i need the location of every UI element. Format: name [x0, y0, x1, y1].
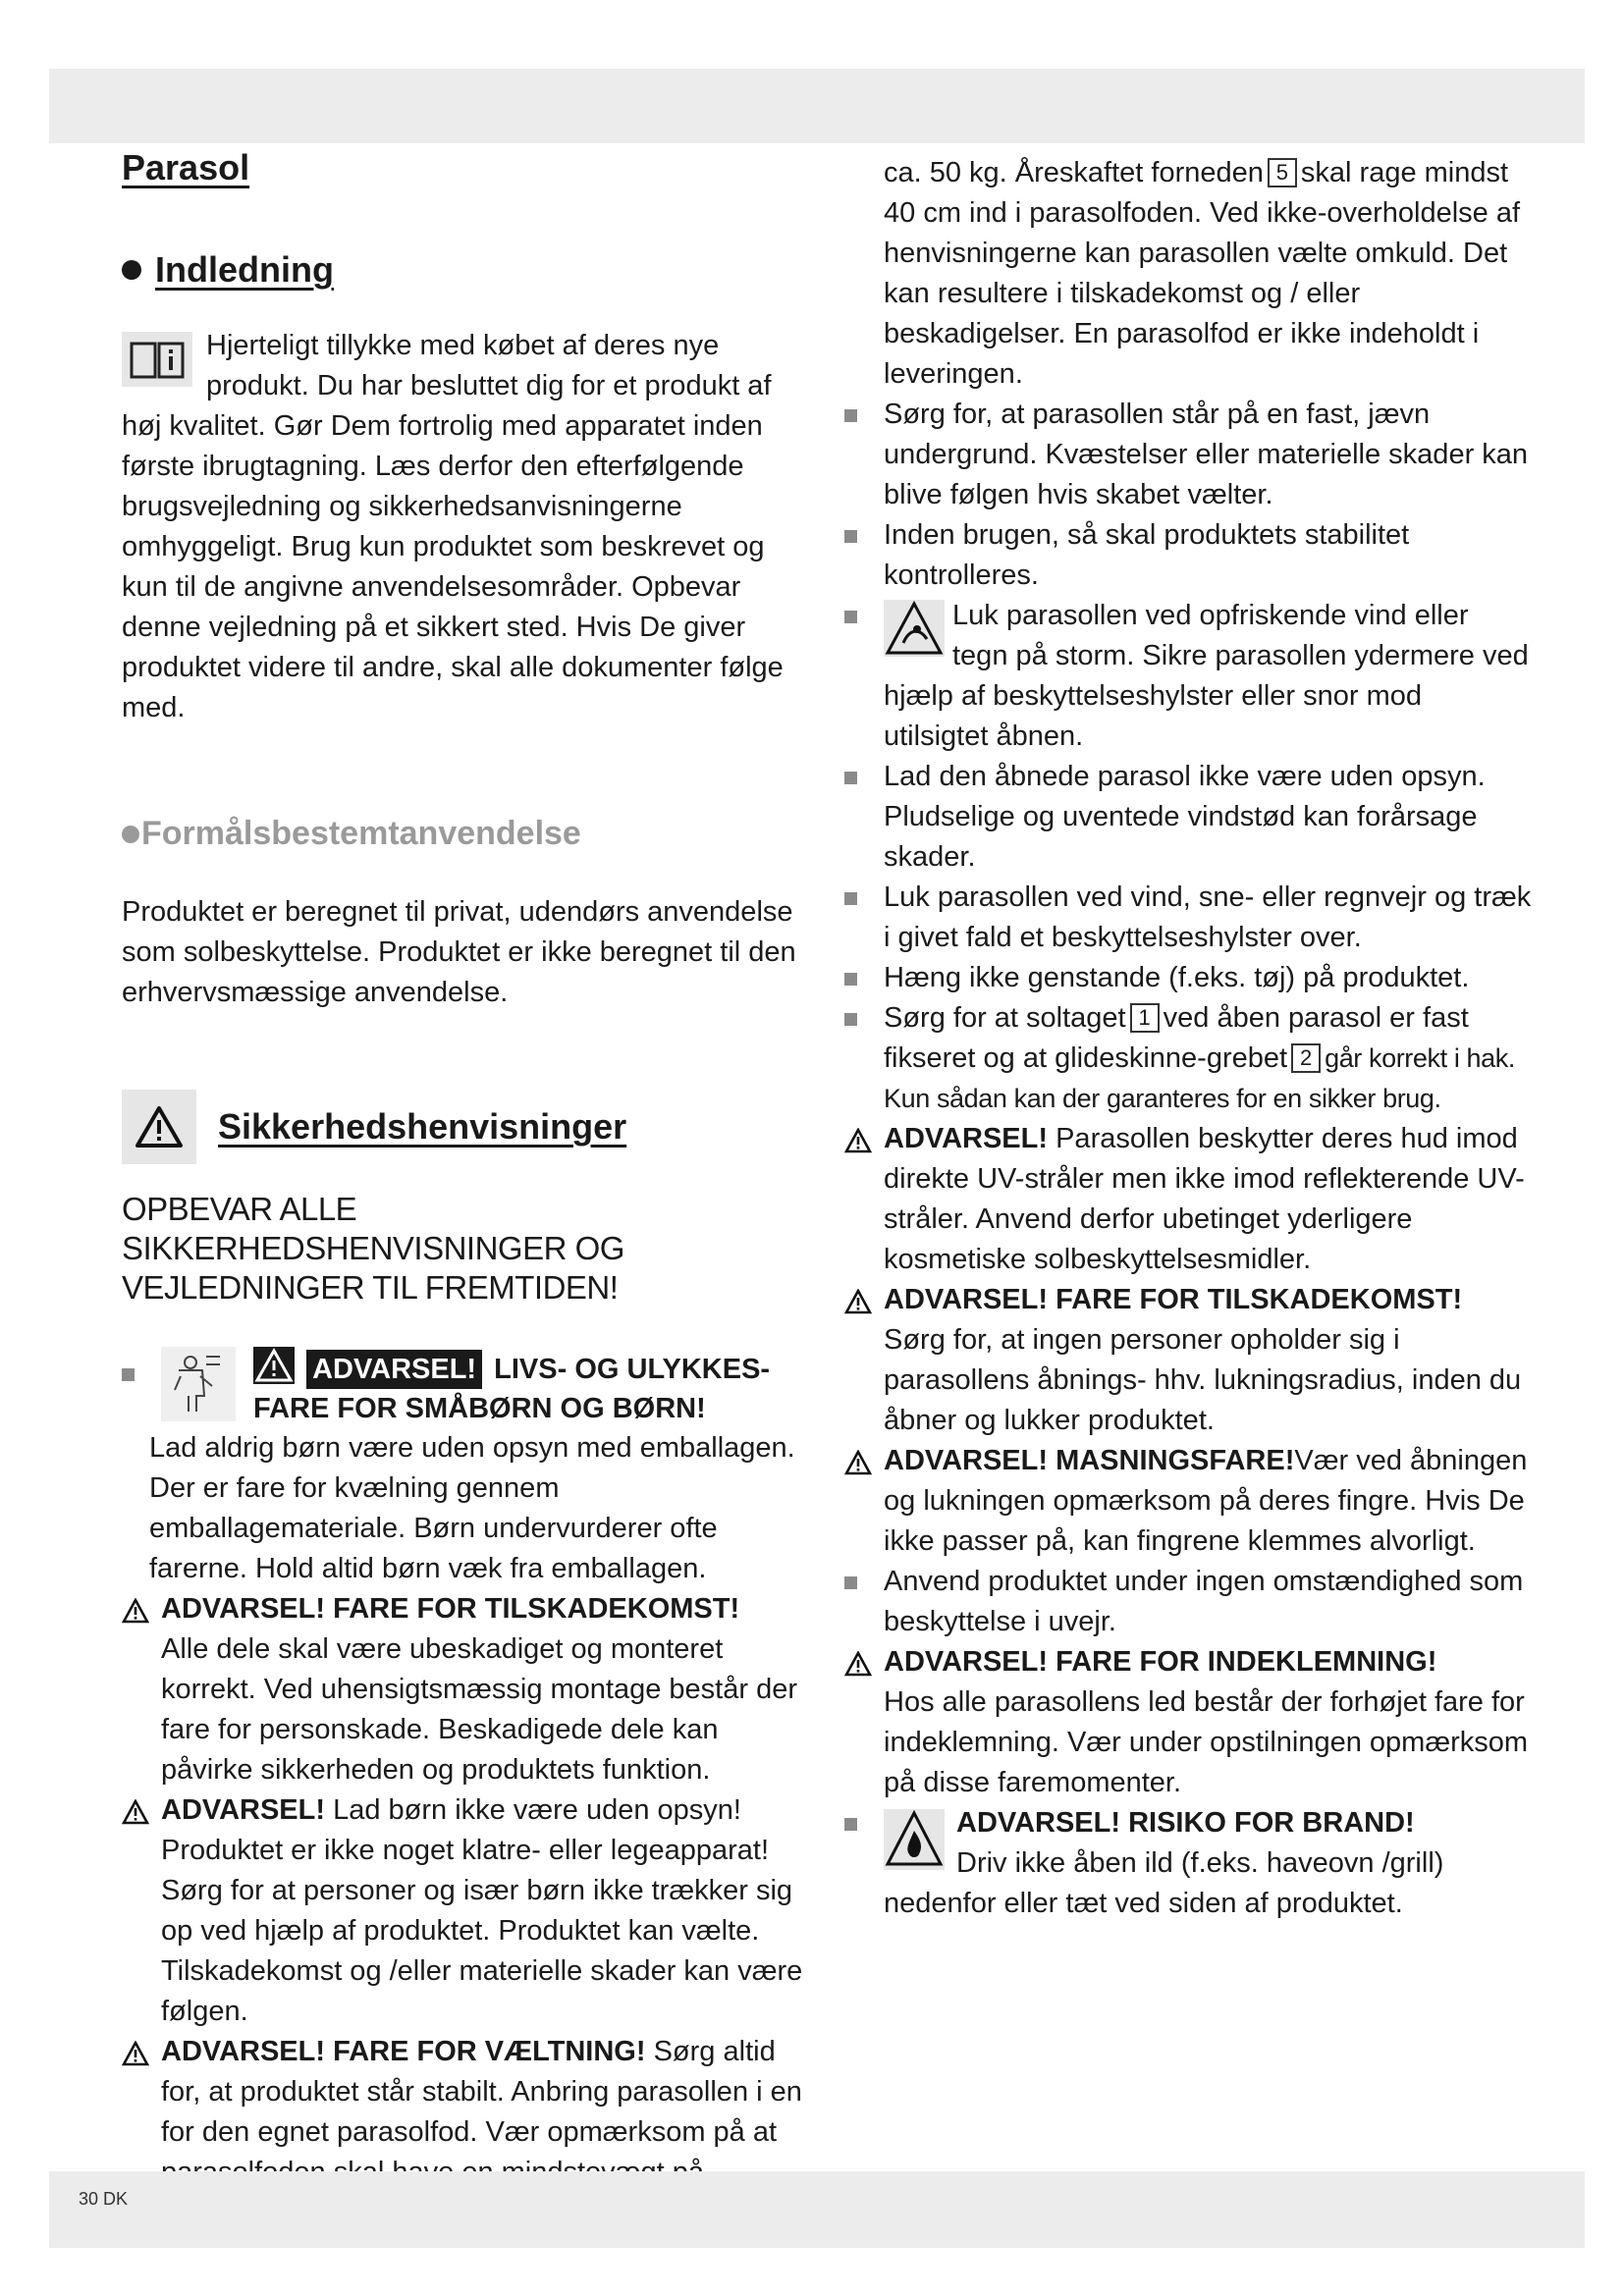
purpose-heading [122, 815, 809, 853]
bullet-no-hanging-text: Hæng ikke genstande (f.eks. tøj) på produktet. [884, 962, 1470, 993]
warning-triangle-icon [122, 1090, 196, 1164]
warning-children [122, 1790, 809, 2032]
warning-uv-text: Parasollen beskytter deres hud imod direkte UV-stråler men ikke imod reflekterende UV-stråler. Anvend derfor ubetinget yderligere kosmetiske solbeskyttelsesmidler. [884, 1123, 1525, 1275]
part-number-5: 5 [1268, 158, 1297, 187]
warning-badge: ADVARSEL! [306, 1350, 482, 1389]
bullet-unattended [844, 757, 1532, 878]
left-column [122, 147, 809, 2193]
bullet-check-stability [844, 515, 1532, 596]
bullet-unattended-text: Lad den åbnede parasol ikke være uden opsyn. Pludselige og uventede vindstød kan forårsage skader. [884, 761, 1486, 873]
bullet-square-icon [844, 892, 857, 905]
warning-radius [844, 1280, 1532, 1441]
warning-triangle-icon [844, 1447, 872, 1487]
purpose-heading-text: Formålsbestemtanvendelse [141, 815, 581, 852]
child-warning-text: Lad aldrig børn være uden opsyn med emballagen. Der er fare for kvælning gennem emballagemateriale. Børn undervurderer ofte farerne. Hold altid børn væk fra emballagen. [149, 1432, 795, 1584]
bullet-weather-text: Luk parasollen ved vind, sne- eller regnvejr og træk i givet fald et beskyttelseshylster over. [884, 881, 1532, 953]
intro-heading [122, 249, 809, 291]
safety-heading-text: Sikkerhedshenvisninger [218, 1106, 627, 1147]
warning-tipping [122, 2032, 809, 2193]
bullet-square-icon [844, 1013, 857, 1026]
bullet-fixation-text-c: går korrekt i hak. Kun sådan kan der garanteres for en sikker brug. [884, 1043, 1515, 1113]
bullet-fixation-text-a: Sørg for at soltaget [884, 1002, 1126, 1034]
bullet-dot-icon [122, 260, 141, 280]
warning-triangle-icon [122, 1595, 149, 1635]
safety-heading [122, 1090, 809, 1164]
warning-entrapment-text: Hos alle parasollens led består der forhøjet fare for indeklemning. Vær under opstilningen opmærksom på disse faremomenter. [884, 1686, 1529, 1798]
warning-tipping-text: Sørg altid for, at produktet står stabilt. Anbring parasollen i en for den egnet parasolfod. Vær opmærksom på at [161, 2036, 802, 2148]
bullet-storm-protection [844, 1562, 1532, 1642]
page-number-value: 30 [79, 2189, 99, 2209]
warning-radius-text: Sørg for, at ingen personer opholder sig i parasollens åbnings- hhv. lukningsradius, inden du åbner og lukker produktet. [884, 1324, 1522, 1436]
warning-triangle-icon [844, 1648, 872, 1688]
warning-triangle-icon [253, 1347, 295, 1384]
continued-text-a: ca. 50 kg. Åreskaftet forneden [884, 157, 1264, 188]
warning-uv [844, 1119, 1532, 1280]
purpose-text: Produktet er beregnet til privat, udendørs anvendelse som solbeskyttelse. Produktet er ikke beregnet til den erhvervsmæssige anvendelse. [122, 896, 796, 1008]
bullet-dot-icon [122, 826, 139, 843]
fire-warning-icon [884, 1809, 945, 1870]
page-language: DK [103, 2189, 129, 2209]
info-book-icon [122, 332, 192, 387]
warning-radius-title: ADVARSEL! FARE FOR TILSKADEKOMST! [884, 1284, 1463, 1315]
safety-caps-notice: OPBEVAR ALLE SIKKERHEDSHENVISNINGER OG VEJLEDNINGER TIL FREMTIDEN! [122, 1191, 624, 1306]
warning-entrapment-title: ADVARSEL! FARE FOR INDEKLEMNING! [884, 1646, 1437, 1678]
bullet-square-icon [844, 611, 857, 623]
warning-children-title: ADVARSEL! [161, 1794, 326, 1826]
bullet-square-icon [844, 973, 857, 986]
warning-entrapment [844, 1642, 1532, 1803]
warning-pinch-title: ADVARSEL! MASNINGSFARE! [884, 1445, 1295, 1476]
child-warning-title: LIVS- OG ULYKKES-FARE FOR SMÅBØRN OG BØRN! [253, 1354, 771, 1424]
bullet-storm-text: Luk parasollen ved opfriskende vind eller tegn på storm. Sikre parasollen ydermere ved hjælp af beskyttelseshylster eller snor mod utilsigtet åbnen. [884, 600, 1529, 752]
bullet-fixation [844, 998, 1532, 1119]
bullet-stable-ground-text: Sørg for, at parasollen står på en fast, jævn undergrund. Kvæstelser eller materielle skader kan blive følgen hvis skabet vælter. [884, 399, 1529, 510]
child-warning [122, 1347, 809, 1589]
bullet-no-hanging [844, 958, 1532, 998]
warning-tipping-title: ADVARSEL! FARE FOR VÆLTNING! [161, 2036, 646, 2067]
continued-text [844, 153, 1532, 395]
warning-fire [844, 1803, 1532, 1924]
warning-fire-title: ADVARSEL! RISIKO FOR BRAND! [956, 1807, 1415, 1839]
warning-children-text: Lad børn ikke være uden opsyn! Produktet er ikke noget klatre- eller legeapparat! Sørg for at personer og især børn ikke trækker sig op ved hjælp af produktet. Produktet kan vælte. Tilskadekomst og /eller materielle skader kan være følgen. [161, 1794, 803, 2027]
warning-injury-title: ADVARSEL! FARE FOR TILSKADEKOMST! [161, 1593, 740, 1625]
part-number-2: 2 [1291, 1043, 1321, 1073]
bullet-square-icon [844, 1818, 857, 1831]
warning-triangle-icon [844, 1286, 872, 1326]
child-hazard-icon [161, 1347, 236, 1421]
bullet-square-icon [844, 530, 857, 543]
bullet-check-stability-text: Inden brugen, så skal produktets stabilitet kontrolleres. [884, 519, 1410, 591]
part-number-1: 1 [1130, 1003, 1160, 1033]
bullet-storm-protection-text: Anvend produktet under ingen omstændighed som beskyttelse i uvejr. [884, 1566, 1524, 1637]
footer-bar [49, 2171, 1585, 2248]
right-column [844, 153, 1532, 1924]
intro-text: Hjerteligt tillykke med købet af deres nye produkt. Du har besluttet dig for et produkt af høj kvalitet. Gør Dem fortrolig med apparatet inden første ibrugtagning. Læs derfor den efterfølgende brugsvejledning og sikkerhedsanvisningerne omhyggeligt. Brug kun produktet som beskrevet og kun til de angivne anvendelsesområder. Opbevar denne vejledning på et sikkert sted. Hvis De giver produktet videre til andre, skal alle dokumenter følge med. [122, 330, 784, 723]
warning-injury-text: Alle dele skal være ubeskadiget og monteret korrekt. Ved uhensigtsmæssig montage består der fare for personskade. Beskadigede dele kan påvirke sikkerheden og produktets funktion. [161, 1633, 797, 1786]
bullet-storm [844, 596, 1532, 757]
header-bar [49, 69, 1585, 143]
warning-pinch [844, 1441, 1532, 1562]
warning-uv-title: ADVARSEL! [884, 1123, 1049, 1154]
intro-heading-text: Indledning [155, 249, 334, 290]
wind-warning-icon [884, 600, 945, 657]
bullet-stable-ground [844, 395, 1532, 515]
warning-injury [122, 1589, 809, 1790]
bullet-square-icon [844, 1576, 857, 1589]
page-number [79, 2189, 128, 2210]
warning-triangle-icon [122, 2038, 149, 2078]
warning-triangle-icon [122, 1796, 149, 1837]
bullet-square-icon [844, 772, 857, 784]
warning-triangle-icon [844, 1125, 872, 1165]
continued-text-b: skal rage mindst 40 cm ind i parasolfoden. Ved ikke-overholdelse af henvisningerne kan parasollen vælte omkuld. Det kan resultere i tilskadekomst og / eller beskadigelser. En parasolfod er ikke indeholdt i leveringen. [884, 157, 1521, 390]
intro-section [122, 326, 809, 728]
warning-pinch-text: Vær ved åbningen og lukningen opmærksom på deres fingre. Hvis De ikke passer på, kan fingrene klemmes alvorligt. [884, 1445, 1528, 1557]
page-title: Parasol [122, 147, 250, 187]
bullet-fixation-text-b: ved åben parasol er fast fikseret og at glideskinne-grebet [884, 1002, 1469, 1074]
warning-fire-text: Driv ikke åben ild (f.eks. haveovn /grill) nedenfor eller tæt ved siden af produktet. [884, 1847, 1444, 1919]
bullet-square-icon [122, 1368, 135, 1381]
bullet-square-icon [844, 409, 857, 422]
bullet-weather [844, 878, 1532, 958]
